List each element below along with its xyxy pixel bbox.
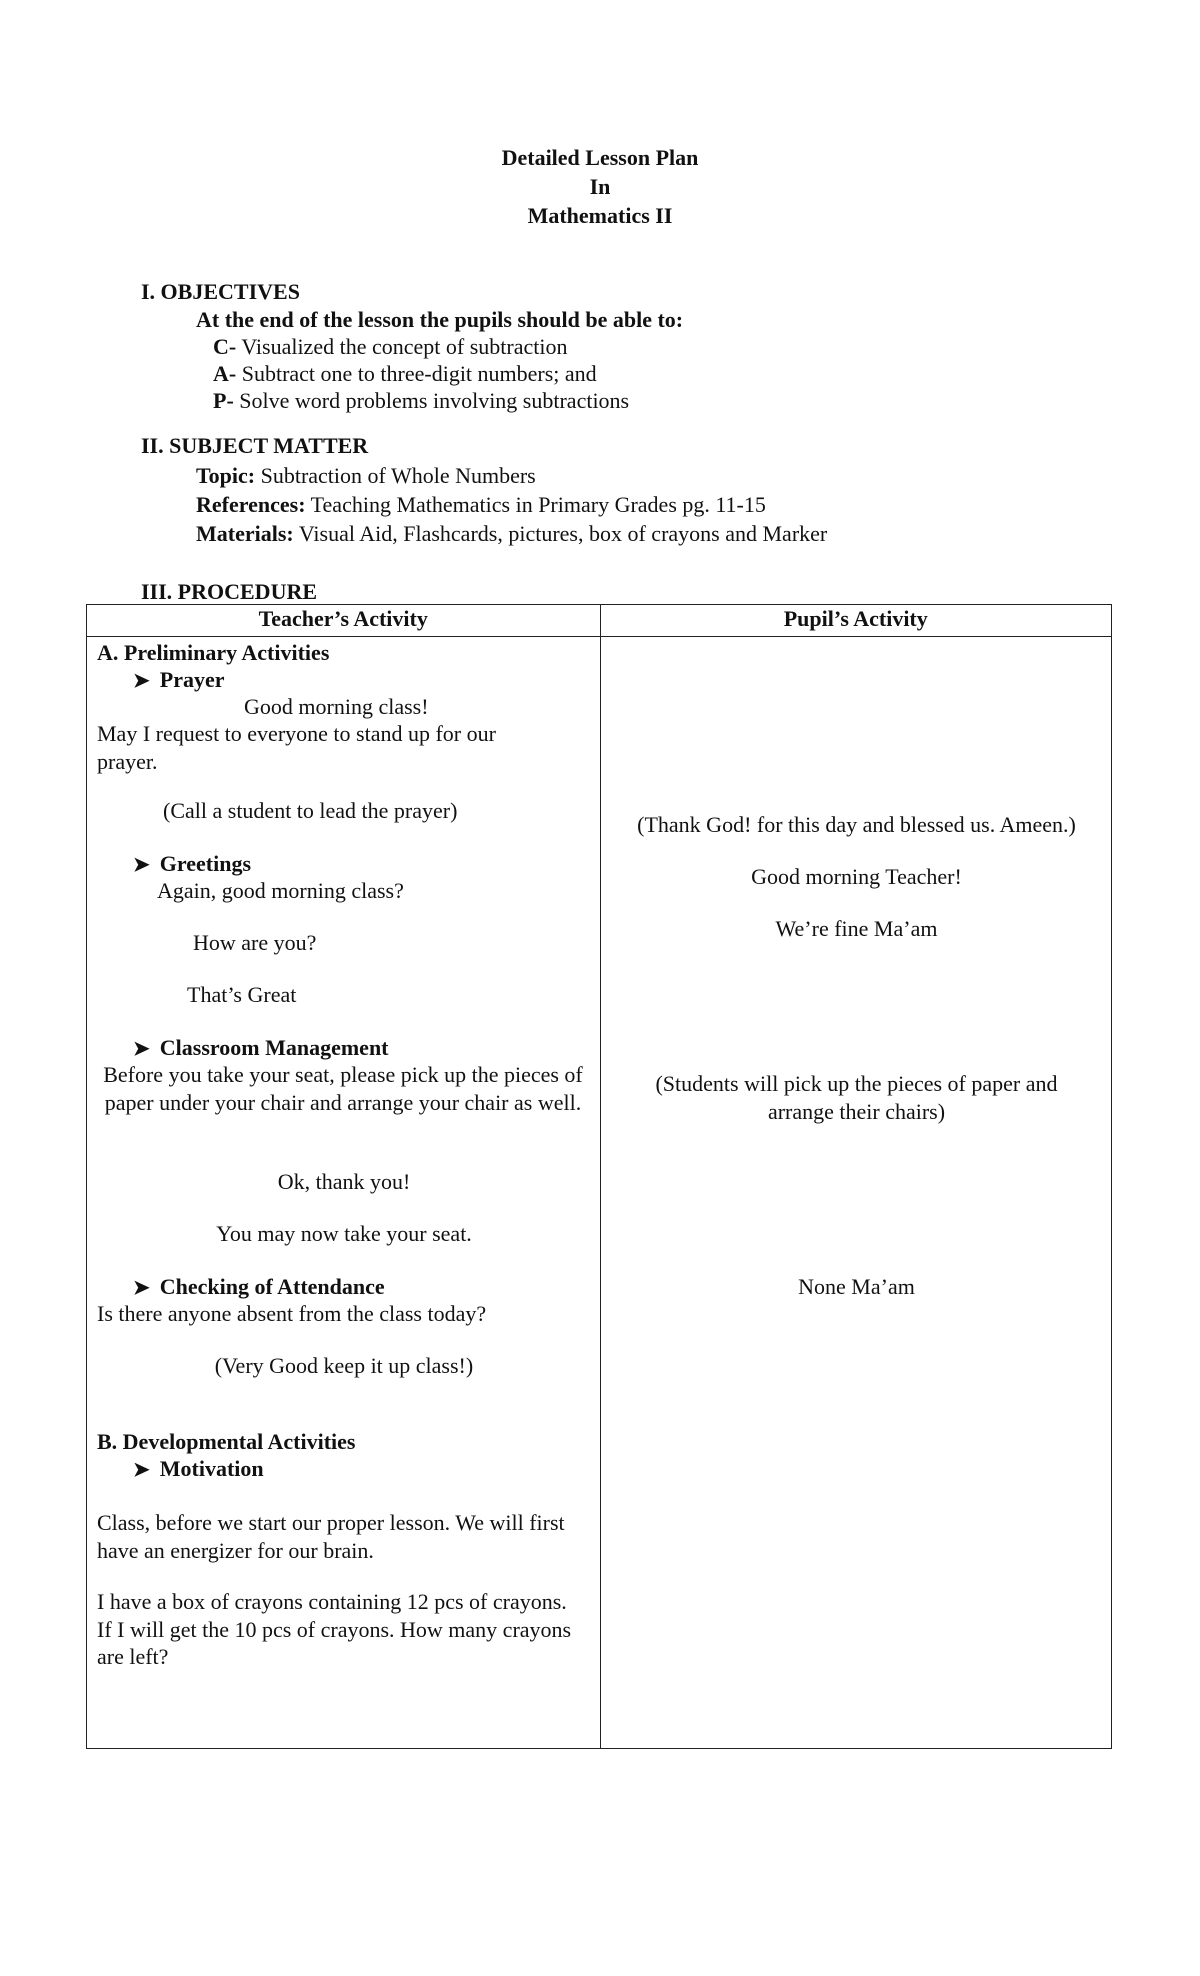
classroom-instruction: Before you take your seat, please pick up the pieces of paper under your chair and arrange your chair as well. [103,1062,583,1115]
document-title-in: In [589,174,611,199]
preliminary-heading: A. Preliminary Activities [97,640,330,665]
topic-line [196,462,536,490]
references-value: Teaching Mathematics in Primary Grades pg. 11-15 [310,492,766,517]
objective-text: Solve word problems involving subtractions [239,388,630,413]
teacher-activity-header: Teacher’s Activity [87,605,601,637]
motivation-problem: I have a box of crayons containing 12 pcs of crayons. If I will get the 10 pcs of crayons. How many crayons are left? [97,1589,572,1669]
references-line [196,491,766,519]
procedure-heading: III. PROCEDURE [141,579,318,604]
greeting-response: Good morning Teacher! [751,864,962,889]
objective-key: C- [213,334,237,359]
procedure-table [86,604,1112,1749]
materials-label: Materials: [196,521,294,546]
prayer-request: May I request to everyone to stand up for our prayer. [97,721,496,774]
topic-value: Subtraction of Whole Numbers [260,463,536,488]
subject-matter-heading: II. SUBJECT MATTER [141,433,369,458]
greetings-heading: ➤ Greetings [133,851,252,876]
how-response: We’re fine Ma’am [775,916,938,941]
attendance-question: Is there anyone absent from the class today? [97,1301,487,1326]
objective-key: A- [213,361,237,386]
attendance-response: None Ma’am [798,1274,915,1299]
developmental-heading: B. Developmental Activities [97,1429,356,1454]
prayer-greeting: Good morning class! [244,694,429,719]
motivation-text: Class, before we start our proper lesson. We will first have an energizer for our brain. [97,1510,565,1563]
objectives-intro: At the end of the lesson the pupils should be able to: [196,307,684,332]
topic-label: Topic: [196,463,256,488]
arrow-bullet-icon: ➤ [133,1277,150,1299]
greetings-again: Again, good morning class? [157,878,404,903]
objective-key: P- [213,388,234,413]
prayer-call: (Call a student to lead the prayer) [163,798,458,823]
references-label: References: [196,492,306,517]
arrow-bullet-icon: ➤ [133,1038,150,1060]
arrow-bullet-icon: ➤ [133,670,150,692]
greetings-how: How are you? [193,930,317,955]
objective-item-c [213,333,567,361]
arrow-bullet-icon: ➤ [133,854,150,876]
prayer-heading: ➤ Prayer [133,667,225,692]
pupil-activity-cell [600,637,1112,1749]
objective-text: Subtract one to three-digit numbers; and [241,361,597,386]
motivation-heading: ➤ Motivation [133,1456,264,1481]
pupil-activity-header: Pupil’s Activity [600,605,1112,637]
classroom-heading: ➤ Classroom Management [133,1035,389,1060]
classroom-thanks: Ok, thank you! [277,1169,411,1194]
classroom-seat: You may now take your seat. [216,1221,472,1246]
objectives-heading: I. OBJECTIVES [141,279,300,304]
prayer-response: (Thank God! for this day and blessed us. Ameen.) [637,812,1076,837]
attendance-praise: (Very Good keep it up class!) [214,1353,474,1378]
materials-value: Visual Aid, Flashcards, pictures, box of crayons and Marker [298,521,828,546]
objective-text: Visualized the concept of subtraction [241,334,568,359]
document-title: Detailed Lesson Plan [501,145,699,170]
materials-line [196,520,827,548]
objective-item-p [213,387,629,415]
arrow-bullet-icon: ➤ [133,1459,150,1481]
attendance-heading: ➤ Checking of Attendance [133,1274,385,1299]
objective-item-a [213,360,597,388]
document-subject: Mathematics II [527,203,673,228]
teacher-activity-cell [87,637,601,1749]
classroom-response: (Students will pick up the pieces of paper and arrange their chairs) [655,1071,1058,1124]
greetings-great: That’s Great [187,982,297,1007]
